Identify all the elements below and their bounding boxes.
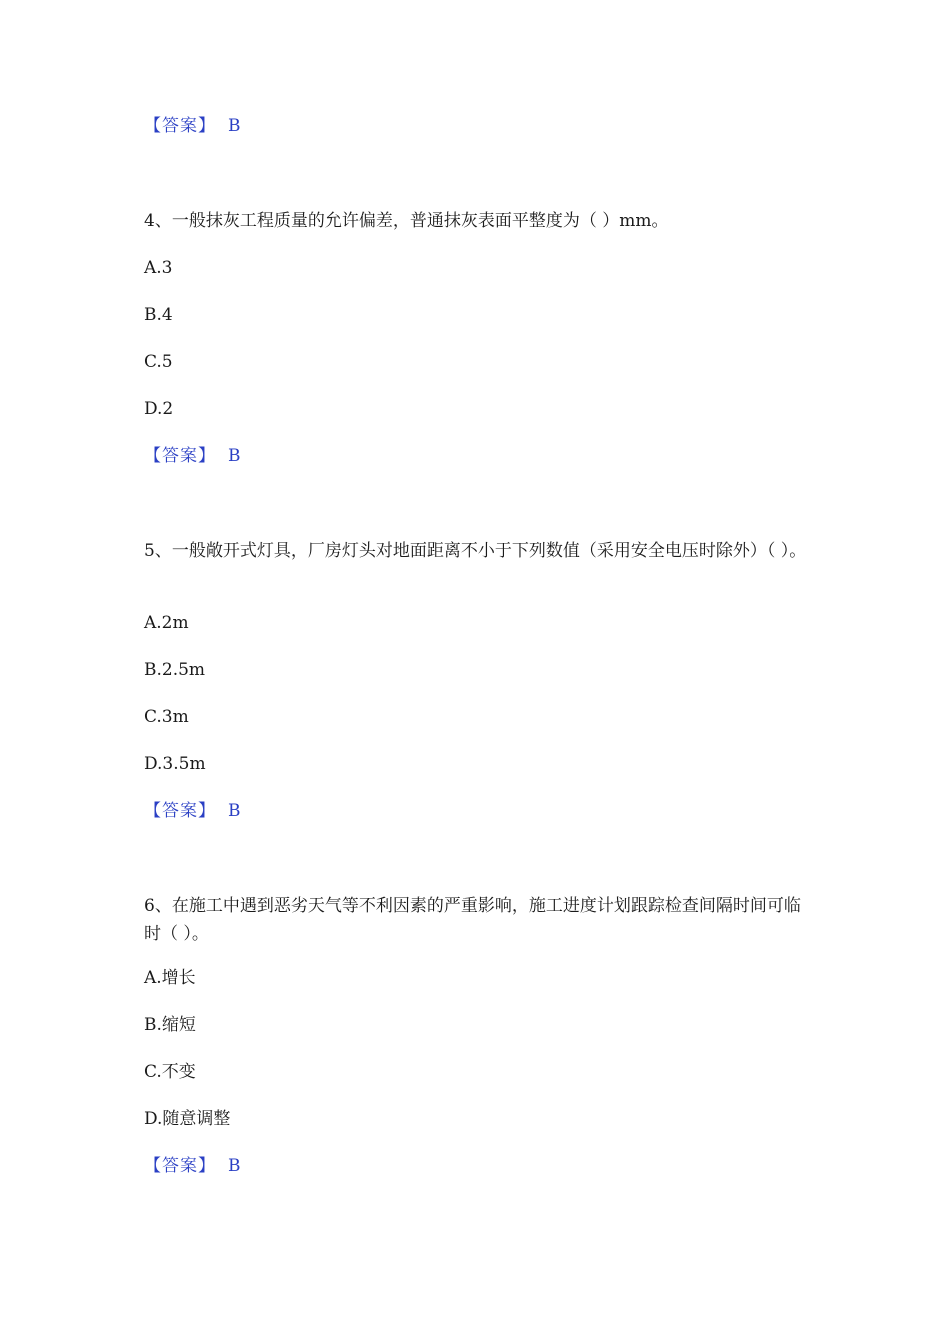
question-6-option-b: B.缩短 bbox=[144, 1015, 196, 1035]
question-4-stem: 4、一般抹灰工程质量的允许偏差，普通抹灰表面平整度为（ ）mm。 bbox=[144, 211, 669, 231]
answer-q6 bbox=[144, 1152, 814, 1180]
answer-q5 bbox=[144, 797, 814, 825]
question-5-option-a: A.2m bbox=[144, 613, 189, 633]
answer-value: B bbox=[228, 801, 241, 821]
question-4-option-a: A.3 bbox=[144, 258, 173, 278]
question-5-option-c: C.3m bbox=[144, 707, 189, 727]
answer-label: 【答案】 bbox=[144, 446, 216, 466]
answer-label: 【答案】 bbox=[144, 1156, 216, 1176]
question-6-option-d: D.随意调整 bbox=[144, 1109, 231, 1129]
question-4-option-b: B.4 bbox=[144, 305, 173, 325]
question-6-option-a: A.增长 bbox=[144, 968, 196, 988]
answer-label: 【答案】 bbox=[144, 116, 216, 136]
question-5-stem: 5、一般敞开式灯具，厂房灯头对地面距离不小于下列数值（采用安全电压时除外）（ ）。 bbox=[144, 541, 807, 561]
answer-value: B bbox=[228, 116, 241, 136]
answer-q4 bbox=[144, 442, 814, 470]
answer-value: B bbox=[228, 1156, 241, 1176]
question-4-option-d: D.2 bbox=[144, 399, 174, 419]
question-6-option-c: C.不变 bbox=[144, 1062, 196, 1082]
question-5-option-b: B.2.5m bbox=[144, 660, 206, 680]
question-4-option-c: C.5 bbox=[144, 352, 173, 372]
answer-value: B bbox=[228, 446, 241, 466]
question-6-stem: 6、在施工中遇到恶劣天气等不利因素的严重影响，施工进度计划跟踪检查间隔时间可临时（ ）。 bbox=[144, 896, 801, 944]
answer-label: 【答案】 bbox=[144, 801, 216, 821]
answer-q3 bbox=[144, 112, 814, 140]
question-5-option-d: D.3.5m bbox=[144, 754, 206, 774]
